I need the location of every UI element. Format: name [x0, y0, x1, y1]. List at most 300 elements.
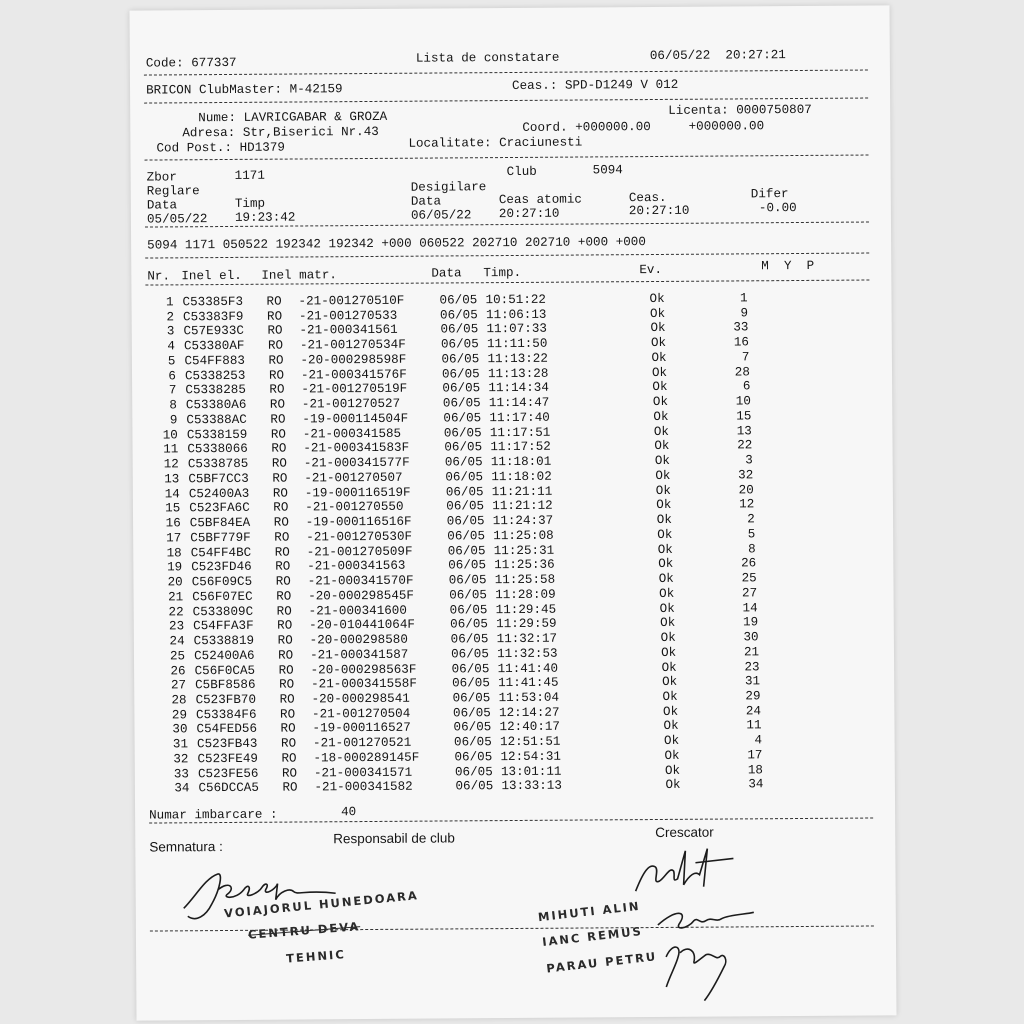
country-code: RO — [266, 294, 282, 309]
event-status: Ok — [661, 645, 677, 660]
event-status: Ok — [662, 675, 678, 690]
arrival-date: 06/05 — [452, 676, 490, 691]
event-status: Ok — [651, 350, 667, 365]
ring-electronic: C5BF84EA — [189, 515, 251, 531]
stamp-right-line1: MIHUTI ALIN — [537, 898, 642, 925]
arrival-date: 06/05 — [454, 764, 493, 780]
ring-matricol: -21-000341571 — [313, 765, 413, 781]
position: 5 — [747, 527, 756, 542]
ring-matricol: -21-000341570F — [307, 573, 414, 589]
arrival-time: 11:32:17 — [496, 631, 558, 647]
constatare-sheet — [129, 5, 896, 1020]
event-status: Ok — [655, 483, 671, 498]
arrival-time: 11:06:13 — [485, 307, 547, 322]
country-code: RO — [273, 500, 289, 516]
ring-electronic: C523FE49 — [197, 751, 258, 767]
arrival-date: 06/05 — [447, 543, 486, 559]
row-number: 25 — [169, 649, 186, 664]
country-code: RO — [267, 338, 284, 353]
timp-label: Timp — [234, 196, 266, 211]
arrival-time: 11:41:40 — [497, 661, 559, 676]
position: 20 — [738, 482, 754, 498]
atomic-label: Ceas atomic — [498, 192, 583, 208]
ring-electronic: C5338285 — [185, 383, 246, 398]
event-status: Ok — [657, 542, 673, 557]
position: 13 — [736, 423, 752, 439]
row-number: 6 — [168, 369, 176, 384]
zbor-label: Zbor — [146, 170, 177, 185]
arrival-date: 06/05 — [442, 396, 481, 411]
position: 31 — [744, 674, 761, 689]
arrival-time: 11:07:33 — [486, 322, 547, 337]
row-number: 33 — [173, 766, 190, 782]
desigilare-label: Desigilare — [410, 180, 487, 195]
event-status: Ok — [663, 719, 679, 734]
event-status: Ok — [660, 630, 676, 645]
country-code: RO — [273, 515, 289, 530]
country-code: RO — [270, 412, 286, 427]
country-code: RO — [269, 397, 286, 412]
ring-electronic: C54FF883 — [184, 353, 245, 369]
col-inel-el: Inel el. — [181, 268, 242, 284]
arrival-time: 11:25:31 — [493, 543, 555, 558]
row-number: 18 — [166, 545, 182, 560]
country-code: RO — [282, 780, 298, 796]
country-code: RO — [274, 530, 290, 545]
event-status: Ok — [652, 380, 668, 395]
divider — [145, 155, 869, 161]
ring-electronic: C53388AC — [186, 412, 247, 428]
ring-matricol: -19-000116516F — [305, 514, 412, 530]
arrival-date: 06/05 — [454, 750, 493, 765]
ring-electronic: C5338819 — [193, 633, 255, 649]
row-number: 21 — [167, 590, 184, 605]
event-status: Ok — [649, 291, 665, 307]
signature-crescator-2-icon — [636, 894, 777, 1005]
event-status: Ok — [659, 586, 675, 601]
position: 11 — [746, 718, 762, 733]
position: 6 — [742, 379, 751, 394]
ring-matricol: -21-001270510F — [298, 293, 405, 309]
ring-electronic: C56F07EC — [192, 589, 253, 605]
ring-electronic: C57E933C — [183, 324, 244, 339]
divider — [144, 70, 868, 76]
arrival-date: 06/05 — [444, 455, 483, 470]
event-status: Ok — [658, 571, 674, 587]
arrival-date: 06/05 — [441, 352, 480, 367]
responsabil-label: Responsabil de club — [333, 830, 455, 847]
desigilare-date: 06/05/22 — [410, 208, 472, 223]
arrival-date: 06/05 — [452, 691, 491, 706]
row-number: 2 — [166, 310, 175, 325]
ring-electronic: C53380AF — [183, 339, 245, 354]
arrival-time: 11:25:58 — [494, 572, 556, 588]
row-number: 19 — [167, 560, 183, 575]
position: 28 — [734, 365, 750, 380]
position: 25 — [741, 571, 757, 586]
arrival-date: 06/05 — [445, 470, 484, 485]
position: 15 — [736, 409, 752, 424]
position: 21 — [743, 645, 760, 660]
event-status: Ok — [650, 336, 667, 351]
arrival-time: 11:21:12 — [492, 499, 553, 514]
row-number: 4 — [167, 339, 176, 354]
position: 8 — [748, 541, 756, 556]
event-status: Ok — [654, 454, 670, 469]
signature-responsabil-icon — [165, 859, 345, 930]
country-code: RO — [271, 441, 287, 457]
stamp-left-line3: TEHNIC — [285, 947, 347, 966]
event-status: Ok — [656, 512, 672, 528]
ring-electronic: C54FF4BC — [190, 545, 252, 560]
country-code: RO — [278, 648, 294, 663]
row-number: 22 — [168, 604, 184, 619]
zbor-value: 1171 — [234, 168, 265, 183]
owner-address: Adresa: Str,Biserici Nr.43 — [182, 124, 379, 141]
country-code: RO — [269, 383, 285, 398]
country-code: RO — [275, 559, 291, 574]
ring-electronic: C5338253 — [184, 368, 246, 383]
row-number: 5 — [167, 354, 176, 369]
divider — [145, 253, 869, 259]
ring-electronic: C52400A6 — [194, 648, 255, 663]
position: 26 — [741, 556, 757, 571]
arrival-date: 06/05 — [448, 558, 487, 573]
country-code: RO — [281, 766, 298, 781]
event-status: Ok — [650, 321, 666, 336]
arrival-time: 11:13:28 — [487, 366, 549, 381]
row-number: 13 — [164, 472, 180, 487]
row-number: 10 — [162, 427, 178, 443]
semnatura-label: Semnatura : — [149, 839, 223, 855]
position: 10 — [735, 394, 751, 409]
event-status: Ok — [664, 748, 680, 763]
ring-matricol: -20-000298541 — [311, 691, 410, 707]
row-number: 20 — [167, 575, 183, 590]
position: 29 — [745, 689, 761, 704]
difer-value: -0.00 — [758, 201, 797, 216]
locality: Localitate: Craciunesti — [408, 135, 583, 151]
col-inel-matr: Inel matr. — [261, 268, 337, 283]
arrival-date: 06/05 — [450, 632, 489, 647]
ring-electronic: C56F09C5 — [191, 574, 253, 590]
arrival-date: 06/05 — [441, 366, 480, 382]
position: 9 — [740, 306, 749, 321]
ring-electronic: C523FE56 — [197, 766, 259, 781]
row-number: 15 — [165, 501, 181, 516]
ring-matricol: -21-000341577F — [303, 455, 410, 471]
position: 33 — [733, 320, 749, 335]
ring-electronic: C5338159 — [186, 427, 248, 442]
row-number: 14 — [164, 486, 180, 502]
ring-electronic: C53380A6 — [185, 398, 247, 413]
event-status: Ok — [665, 778, 681, 793]
ring-electronic: C54FFA3F — [193, 619, 254, 634]
club-value: 5094 — [592, 163, 623, 178]
row-number: 31 — [172, 737, 189, 752]
arrival-time: 12:40:17 — [499, 720, 561, 735]
reglare-label: Reglare — [146, 184, 200, 199]
arrival-date: 06/05 — [447, 529, 486, 544]
arrival-date: 06/05 — [445, 484, 484, 500]
position: 23 — [744, 659, 760, 674]
country-code: RO — [268, 353, 284, 368]
ring-matricol: -21-001270527 — [301, 396, 401, 412]
arrival-time: 11:25:08 — [493, 528, 554, 543]
row-number: 28 — [171, 693, 187, 708]
ring-electronic: C53384F6 — [195, 707, 257, 722]
position: 18 — [747, 762, 764, 778]
arrival-date: 06/05 — [440, 322, 479, 337]
arrival-date: 06/05 — [439, 293, 478, 308]
arrival-time: 11:17:40 — [489, 410, 550, 426]
arrival-date: 06/05 — [451, 661, 490, 676]
arrival-time: 12:51:51 — [499, 734, 561, 750]
row-number: 23 — [168, 619, 185, 634]
event-status: Ok — [660, 616, 676, 631]
document-title: Lista de constatare — [415, 50, 560, 66]
row-number: 7 — [168, 383, 177, 398]
imbarcare-value: 40 — [341, 805, 357, 820]
ring-matricol: -21-000341582 — [314, 780, 413, 795]
ring-matricol: -21-000341600 — [308, 603, 407, 618]
club-label: Club — [506, 164, 537, 180]
ring-matricol: -21-001270507 — [304, 470, 403, 486]
ring-electronic: C53385F3 — [182, 294, 244, 310]
event-status: Ok — [661, 660, 677, 675]
country-code: RO — [266, 309, 283, 324]
flight-code-line: 5094 1171 050522 192342 192342 +000 060522 202710 202710 +000 +000 — [147, 235, 646, 253]
arrival-date: 06/05 — [439, 307, 478, 323]
arrival-date: 06/05 — [443, 411, 482, 426]
arrival-time: 11:11:50 — [486, 336, 548, 352]
position: 17 — [747, 748, 763, 763]
position: 32 — [738, 468, 754, 483]
country-code: RO — [271, 456, 287, 471]
arrival-date: 06/05 — [455, 779, 494, 794]
clock-label: Ceas.: SPD-D1249 V 012 — [511, 77, 679, 93]
row-number: 9 — [169, 413, 178, 428]
ring-electronic: C5338785 — [187, 456, 249, 472]
arrival-date: 06/05 — [449, 602, 488, 617]
code-label: Code: 677337 — [145, 55, 237, 71]
ring-electronic: C533809C — [192, 604, 254, 619]
ring-matricol: -21-001270509F — [306, 544, 413, 560]
ring-electronic: C523FB70 — [195, 692, 257, 708]
arrival-time: 11:32:53 — [497, 646, 558, 661]
event-status: Ok — [663, 734, 680, 749]
arrival-date: 06/05 — [442, 381, 481, 396]
ring-matricol: -19-000116519F — [304, 485, 411, 501]
row-number: 27 — [170, 678, 187, 693]
ceas-label: Ceas. — [628, 190, 667, 206]
owner-name: Nume: LAVRICGABAR & GROZA — [198, 109, 388, 126]
crescator-label: Crescator — [655, 824, 714, 841]
col-data: Data — [431, 266, 462, 281]
ring-electronic: C523FB43 — [196, 736, 258, 752]
ring-matricol: -21-001270521 — [312, 735, 412, 751]
country-code: RO — [279, 677, 295, 692]
ring-matricol: -21-000341558F — [311, 676, 417, 692]
country-code: RO — [276, 589, 292, 604]
ring-electronic: C52400A3 — [188, 486, 250, 501]
ring-electronic: C523FA6C — [189, 501, 250, 516]
arrival-time: 11:29:45 — [495, 602, 557, 617]
ring-electronic: C53383F9 — [182, 309, 244, 325]
country-code: RO — [275, 574, 291, 589]
arrival-date: 06/05 — [443, 425, 482, 441]
arrival-time: 11:53:04 — [498, 690, 560, 706]
ring-matricol: -19-000114504F — [302, 411, 409, 427]
arrival-time: 11:29:59 — [496, 616, 557, 632]
ring-matricol: -21-000341585 — [302, 426, 402, 442]
country-code: RO — [277, 618, 293, 633]
postcode: Cod Post.: HD1379 — [156, 140, 285, 156]
ring-matricol: -21-000341576F — [300, 367, 407, 383]
arrival-time: 11:14:34 — [488, 381, 549, 396]
event-status: Ok — [652, 395, 669, 410]
event-status: Ok — [651, 365, 668, 380]
arrival-date: 06/05 — [450, 617, 488, 632]
row-number: 26 — [170, 663, 186, 678]
arrival-date: 06/05 — [440, 337, 479, 352]
event-status: Ok — [653, 409, 669, 424]
arrival-date: 06/05 — [451, 646, 489, 662]
ring-electronic: C56DCCA5 — [198, 781, 259, 796]
data2-label: Data — [410, 194, 442, 209]
row-number: 30 — [172, 722, 188, 737]
event-status: Ok — [649, 306, 666, 321]
arrival-time: 13:01:11 — [500, 764, 562, 779]
row-number: 3 — [166, 324, 175, 339]
country-code: RO — [272, 486, 288, 501]
data-label: Data — [146, 198, 178, 213]
arrival-time: 11:18:02 — [491, 469, 552, 485]
ring-matricol: -21-000341561 — [299, 323, 398, 338]
arrival-date: 06/05 — [448, 573, 487, 588]
arrival-time: 10:51:22 — [485, 292, 547, 308]
position: 16 — [733, 335, 749, 350]
row-number: 1 — [165, 295, 174, 310]
ring-matricol: -21-000341583F — [303, 441, 410, 456]
country-code: RO — [274, 545, 290, 560]
row-number: 11 — [163, 442, 179, 457]
country-code: RO — [279, 692, 295, 707]
ring-matricol: -21-001270504 — [311, 706, 411, 722]
row-number: 32 — [173, 752, 189, 767]
ring-matricol: -20-000298580 — [309, 632, 408, 648]
position: 12 — [739, 497, 755, 512]
ring-electronic: C56F0CA5 — [194, 663, 256, 678]
imbarcare-label: Numar imbarcare : — [149, 807, 278, 823]
device-label: BRICON ClubMaster: M-42159 — [145, 82, 343, 98]
event-status: Ok — [659, 601, 675, 616]
arrival-time: 12:14:27 — [498, 705, 560, 720]
stamp-right-line3: PARAU PETRU — [545, 949, 658, 976]
divider — [145, 280, 869, 286]
position: 2 — [747, 512, 755, 527]
row-number: 29 — [171, 707, 188, 723]
country-code: RO — [281, 751, 297, 766]
col-ev: Ev. — [639, 262, 663, 278]
position: 27 — [741, 586, 758, 601]
row-number: 17 — [166, 531, 182, 546]
ring-matricol: -20-000298563F — [310, 662, 417, 677]
ring-matricol: -21-001270519F — [301, 382, 408, 397]
coordinates: Coord. +000000.00 +000000.00 — [522, 119, 765, 135]
country-code: RO — [279, 707, 296, 722]
ring-electronic: C5BF7CC3 — [188, 471, 249, 487]
arrival-time: 11:21:11 — [491, 484, 553, 499]
row-number: 12 — [163, 457, 179, 472]
arrival-date: 06/05 — [446, 499, 485, 514]
country-code: RO — [276, 604, 292, 619]
position: 24 — [745, 703, 762, 719]
position: 14 — [742, 600, 758, 615]
ring-matricol: -18-000289145F — [313, 750, 420, 766]
col-timp: Timp. — [483, 265, 522, 281]
stamp-right-line2: IANC REMUS — [541, 923, 644, 950]
event-status: Ok — [656, 498, 672, 513]
ring-matricol: -20-000298598F — [300, 352, 407, 368]
arrival-date: 06/05 — [444, 440, 483, 455]
arrival-time: 11:41:45 — [498, 675, 559, 691]
arrival-time: 11:25:36 — [494, 558, 555, 573]
country-code: RO — [280, 736, 297, 751]
row-number: 34 — [174, 781, 190, 796]
arrival-date: 06/05 — [453, 720, 492, 735]
position: 22 — [737, 438, 753, 453]
row-number: 24 — [169, 634, 185, 649]
event-status: Ok — [662, 689, 678, 704]
country-code: RO — [278, 663, 294, 678]
ring-matricol: -21-000341587 — [310, 647, 409, 663]
row-number: 16 — [165, 516, 181, 531]
arrival-time: 11:24:37 — [492, 513, 554, 529]
licence-number: Licenta: 0000750807 — [668, 102, 812, 118]
ring-electronic: C54FED56 — [196, 722, 258, 737]
atomic-time: 20:27:10 — [498, 206, 560, 222]
ring-electronic: C5338066 — [187, 442, 248, 457]
col-nr: Nr. — [147, 269, 171, 284]
ceas-time: 20:27:10 — [628, 203, 690, 219]
stamp-left-line2: CENTRU DEVA — [247, 919, 361, 942]
country-code: RO — [277, 633, 293, 648]
arrival-time: 11:17:52 — [490, 440, 551, 455]
ring-matricol: -21-001270533 — [298, 308, 398, 324]
event-status: Ok — [654, 439, 670, 454]
arrival-time: 11:18:01 — [490, 454, 552, 470]
ring-matricol: -19-000116527 — [312, 721, 411, 736]
arrival-date: 06/05 — [446, 514, 485, 529]
arrival-date: 06/05 — [449, 587, 488, 603]
arrival-time: 12:54:31 — [500, 749, 561, 765]
event-status: Ok — [658, 557, 674, 572]
position: 30 — [743, 630, 759, 645]
country-code: RO — [272, 471, 288, 486]
position: 4 — [754, 733, 763, 748]
country-code: RO — [267, 324, 283, 339]
ring-matricol: -21-001270530F — [306, 529, 413, 545]
reglare-date: 05/05/22 — [146, 212, 208, 227]
position: 19 — [742, 615, 759, 630]
position: 1 — [739, 291, 748, 306]
event-status: Ok — [653, 424, 670, 439]
position: 7 — [741, 350, 750, 365]
ring-electronic: C5BF8586 — [195, 678, 256, 693]
print-datetime: 06/05/22 20:27:21 — [649, 48, 786, 64]
arrival-date: 06/05 — [453, 735, 492, 750]
